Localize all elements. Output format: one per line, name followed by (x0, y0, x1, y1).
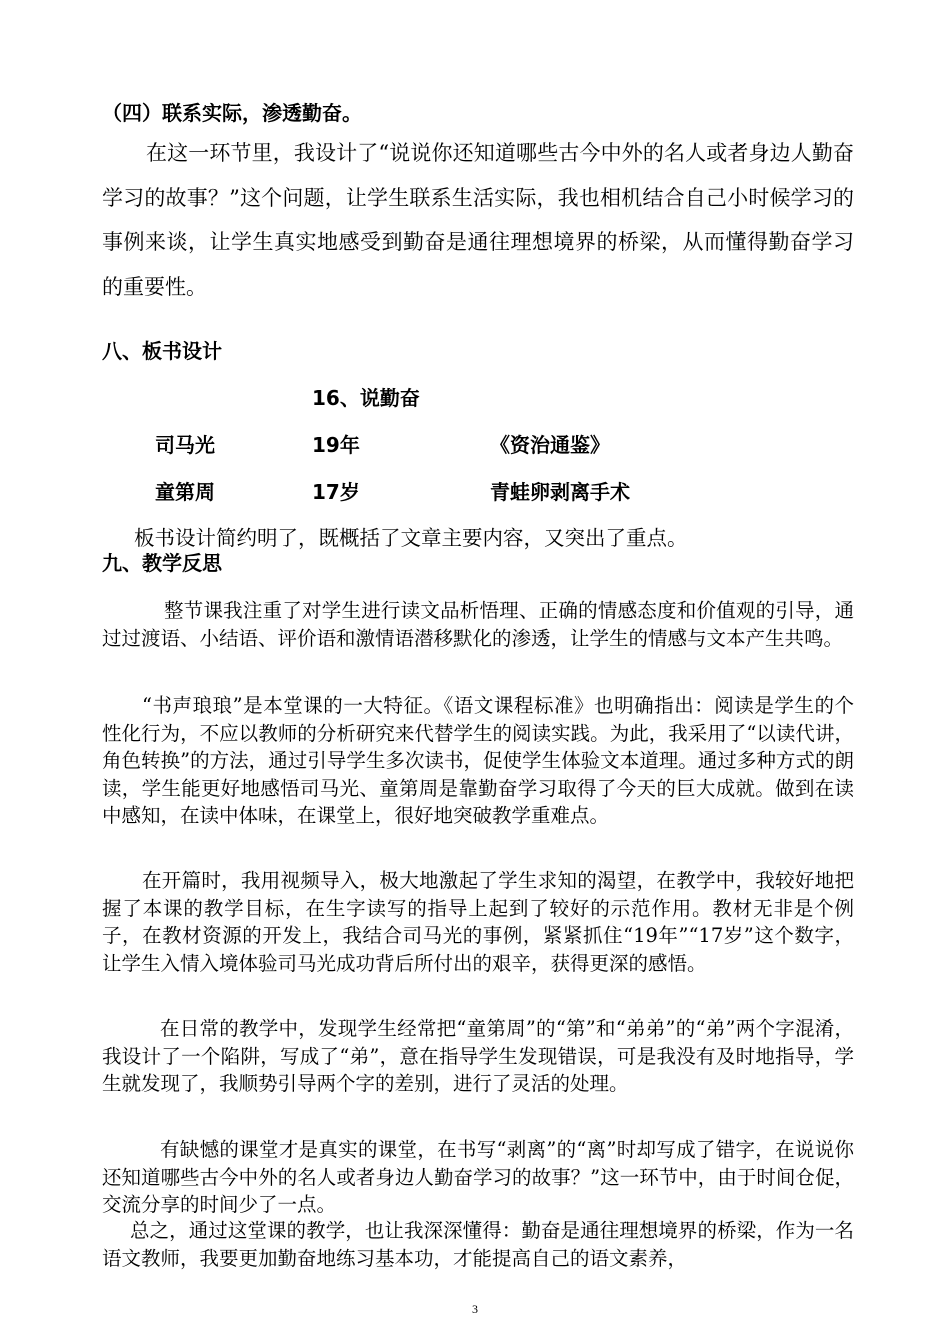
board-row-2-time: 17岁 (312, 480, 360, 504)
page-number: 3 (472, 1302, 478, 1316)
section-heading-8: 八、板书设计 (102, 339, 222, 363)
reflection-paragraph-4: 在日常的教学中，发现学生经常把“童第周”的“第”和“弟弟”的“弟”两个字混淆，我设计了一个陷阱，写成了“弟”，意在指导学生发现错误，可是我没有及时地指导，学生就发现了，我顺势引导两个字的差别，进行了灵活的处理。 (102, 1017, 854, 1095)
board-row-1-name: 司马光 (155, 433, 215, 457)
board-summary: 板书设计简约明了，既概括了文章主要内容，又突出了重点。 (134, 526, 688, 550)
section-4-paragraph: 在这一环节里，我设计了“说说你还知道哪些古今中外的名人或者身边人勤奋学习的故事？”这个问题，让学生联系生活实际，我也相机结合自己小时候学习的事例来谈，让学生真实地感受到勤奋是通往理想境界的桥梁，从而懂得勤奋学习的重要性。 (102, 141, 854, 299)
reflection-paragraph-6: 总之，通过这堂课的教学，也让我深深懂得：勤奋是通往理想境界的桥梁，作为一名语文教师，我要更加勤奋地练习基本功，才能提高自己的语文素养， (102, 1219, 854, 1270)
section-heading-9: 九、教学反思 (102, 551, 222, 575)
board-row-2-name: 童第周 (155, 480, 215, 504)
section-heading-4: （四）联系实际，渗透勤奋。 (102, 101, 362, 125)
reflection-paragraph-5: 有缺憾的课堂才是真实的课堂，在书写“剥离”的“离”时却写成了错字，在说说你还知道哪些古今中外的名人或者身边人勤奋学习的故事？”这一环节中，由于时间仓促，交流分享的时间少了一点。 (102, 1138, 854, 1216)
board-title: 16、说勤奋 (312, 386, 420, 410)
reflection-paragraph-2: “书声琅琅”是本堂课的一大特征。《语文课程标准》也明确指出：阅读是学生的个性化行为，不应以教师的分析研究来代替学生的阅读实践。为此，我采用了“以读代讲，角色转换”的方法，通过引导学生多次读书，促使学生体验文本道理。通过多种方式的朗读，学生能更好地感悟司马光、童第周是靠勤奋学习取得了今天的巨大成就。做到在读中感知，在读中体味，在课堂上，很好地突破教学重难点。 (102, 694, 854, 827)
reflection-paragraph-3: 在开篇时，我用视频导入，极大地激起了学生求知的渴望，在教学中，我较好地把握了本课的教学目标，在生字读写的指导上起到了较好的示范作用。教材无非是个例子，在教材资源的开发上，我结合司马光的事例，紧紧抓住“19年”“17岁”这个数字，让学生入情入境体验司马光成功背后所付出的艰辛，获得更深的感悟。 (102, 869, 854, 975)
reflection-paragraph-1: 整节课我注重了对学生进行读文品析悟理、正确的情感态度和价值观的引导，通过过渡语、小结语、评价语和激情语潜移默化的渗透，让学生的情感与文本产生共鸣。 (102, 599, 854, 650)
board-row-1-work: 《资治通鉴》 (490, 433, 610, 457)
board-row-1-time: 19年 (312, 433, 360, 457)
board-row-2-work: 青蛙卵剥离手术 (490, 480, 630, 504)
